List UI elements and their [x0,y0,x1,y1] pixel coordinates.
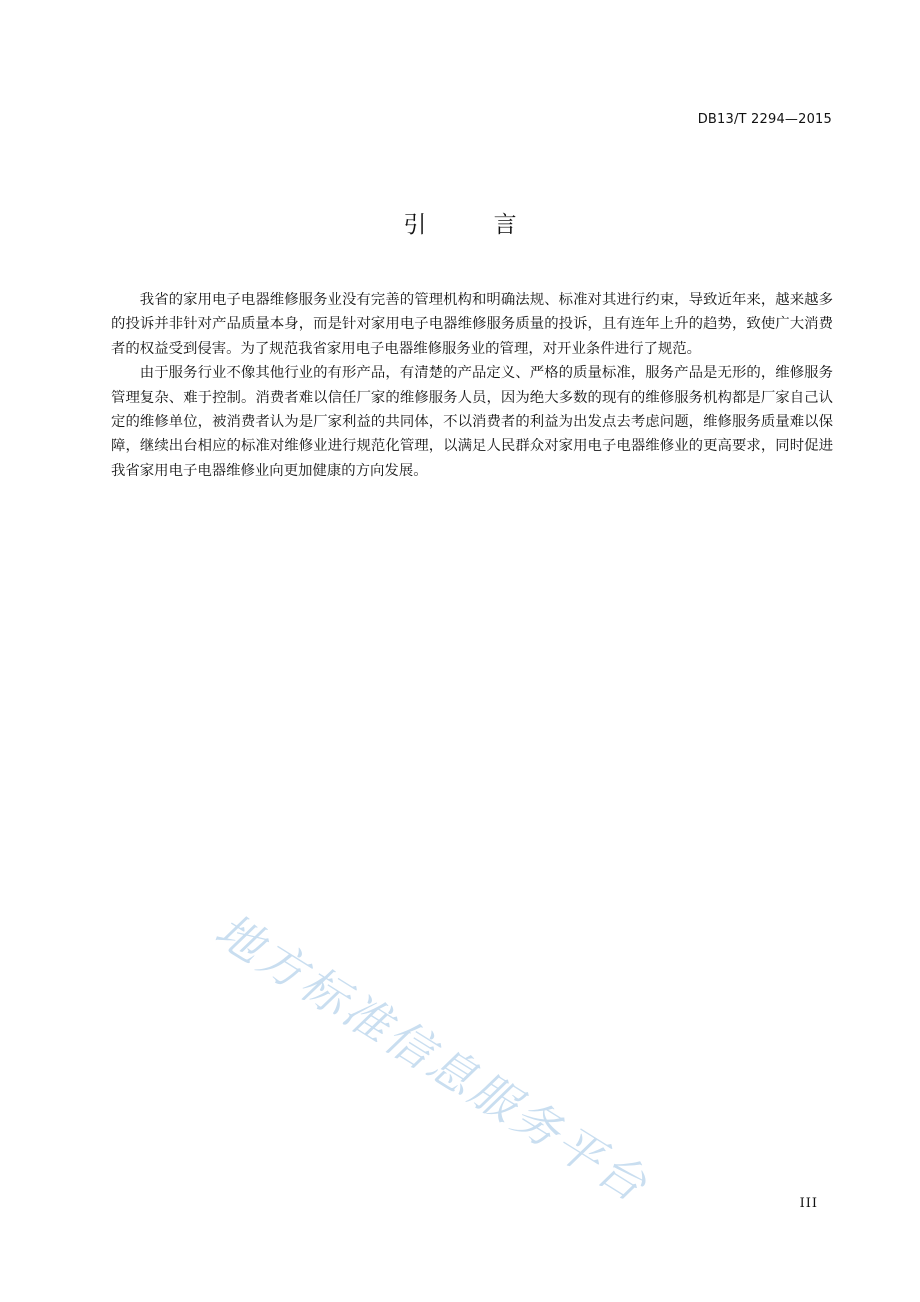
document-code: DB13/T 2294—2015 [697,112,832,127]
page-title: 引 言 [403,212,547,238]
body-text [111,288,833,483]
paragraph-2: 由于服务行业不像其他行业的有形产品，有清楚的产品定义、严格的质量标准，服务产品是无形的，维修服务管理复杂、难于控制。消费者难以信任厂家的维修服务人员，因为绝大多数的现有的维修服务机构都是厂家自己认定的维修单位，被消费者认为是厂家利益的共同体，不以消费者的利益为出发点去考虑问题，维修服务质量难以保障，继续出台相应的标准对维修业进行规范化管理，以满足人民群众对家用电子电器维修业的更高要求，同时促进我省家用电子电器维修业向更加健康的方向发展。 [111,365,833,479]
paragraph-1: 我省的家用电子电器维修服务业没有完善的管理机构和明确法规、标准对其进行约束，导致近年来，越来越多的投诉并非针对产品质量本身，而是针对家用电子电器维修服务质量的投诉，且有连年上升的趋势，致使广大消费者的权益受到侵害。为了规范我省家用电子电器维修服务业的管理，对开业条件进行了规范。 [111,292,833,357]
page-number: III [799,1196,818,1211]
watermark: 地方标准信息服务平台 [206,902,659,1214]
